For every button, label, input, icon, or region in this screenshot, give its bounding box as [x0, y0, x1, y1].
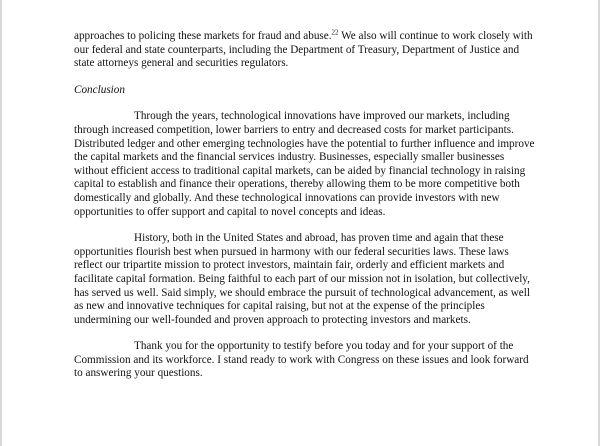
- opening-text-after-footnote: We also will continue to work closely with our federal and state counterparts, including the Department of Treasury, Department of Justice and state attorneys general and securities regulators.: [74, 30, 533, 70]
- document-body: [74, 30, 540, 381]
- paragraph-closing: Thank you for the opportunity to testify before you today and for your support of the Commission and its workforce. I stand ready to work with Congress on these issues and look forward to answering your questions.: [74, 340, 529, 380]
- section-heading-conclusion: Conclusion: [74, 83, 125, 96]
- opening-paragraph: [74, 30, 540, 71]
- footnote-reference: 22: [331, 28, 339, 37]
- paragraph-history: History, both in the United States and abroad, has proven time and again that these opportunities flourish best when pursued in harmony with our federal securities laws. These laws reflect our tripartite mission to protect investors, maintain fair, orderly and efficient markets and facilitate capital formation. Being faithful to each part of our mission not in isolation, but collectively, has served us well. Said simply, we should embrace the pursuit of technological advancement, as well as new and innovative techniques for capital raising, but not at the expense of the principles undermining our well-founded and proven approach to protecting investors and markets.: [74, 232, 530, 326]
- opening-text-before-footnote: approaches to policing these markets for fraud and abuse.: [74, 30, 332, 42]
- paragraph-technology: Through the years, technological innovations have improved our markets, including through increased competition, lower barriers to entry and decreased costs for market participants. Distributed ledger and other emerging technologies have the potential to further influence and improve the capital markets and the financial services industry. Businesses, especially smaller businesses without efficient access to traditional capital markets, can be aided by financial technology in raising capital to establish and finance their operations, thereby allowing them to be more competitive both domestically and globally. And these technological innovations can provide investors with new opportunities to offer support and capital to novel concepts and ideas.: [74, 110, 535, 218]
